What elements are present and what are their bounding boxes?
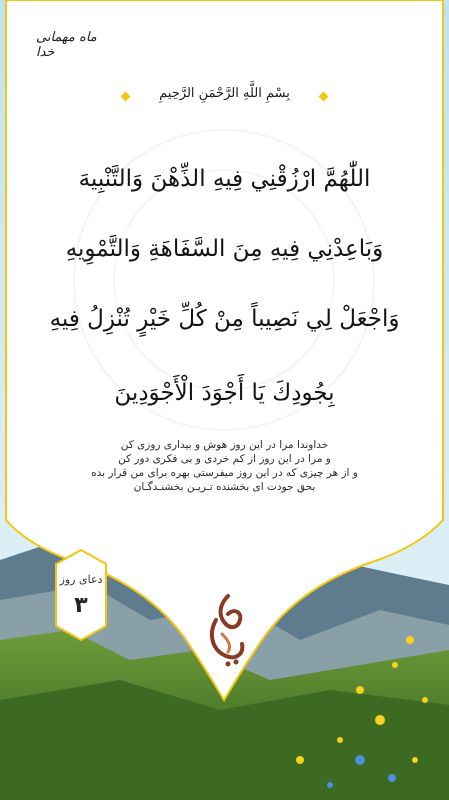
day-badge-label: دعای روز — [59, 573, 103, 586]
day-badge-number: ۳ — [74, 593, 88, 618]
logo-text: ماه مهمانی خدا — [36, 30, 97, 60]
arabic-line-2: وَبَاعِدْنِي فِيهِ مِنَ السَّفَاهَةِ وَالتَّمْوِيهِ — [65, 236, 384, 262]
bismillah-text: بِسْمِ اللَّهِ الرَّحْمَنِ الرَّحِيمِ — [159, 86, 290, 101]
arabic-line-1: اللّٰهُمَّ ارْزُقْنِي فِيهِ الذِّهْنَ وَالتَّنْبِيهَ — [78, 166, 371, 192]
persian-line-4: بحق جودت ای بخشنده تـریـن بخشنـدگـان — [133, 481, 316, 493]
persian-translation — [50, 438, 399, 494]
calligraphy-emblem — [198, 590, 252, 670]
persian-line-1: خداوندا مرا در این روز هوش و بیداری روزی کن — [120, 439, 329, 451]
arabic-line-3: وَاجْعَلْ لِي نَصِيباً مِنْ كُلِّ خَيْرٍ تُنْزِلُ فِيهِ — [49, 306, 400, 332]
persian-line-2: و مرا در این روز از کم خردی و بی فکری دور کن — [118, 453, 331, 465]
arabic-line-4: بِجُودِكَ يَا أَجْوَدَ الْأَجْوَدِينَ — [114, 380, 335, 406]
persian-line-3: و از هر چیزی که در این روز میفرستی بهره برای من قرار بده — [91, 467, 358, 479]
